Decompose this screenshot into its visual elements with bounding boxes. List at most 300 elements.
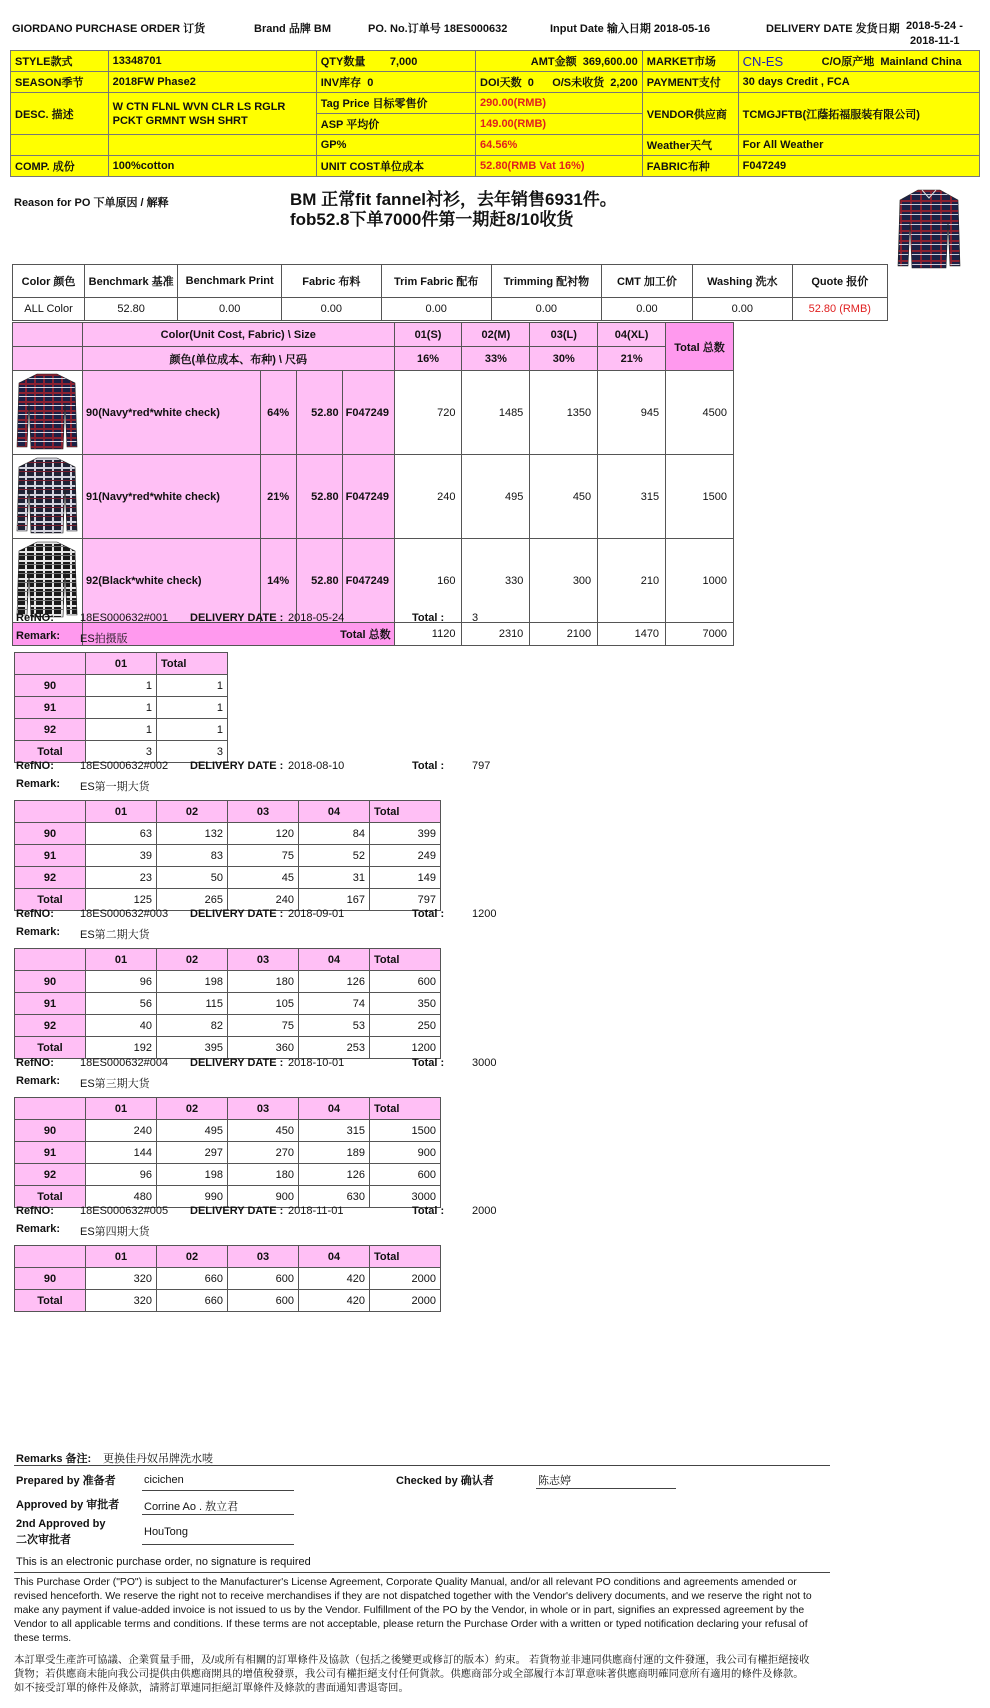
benchmark-header-cell: Quote 报价: [792, 265, 887, 298]
ref-total-value: 3000: [472, 1057, 497, 1069]
size-col-header: 01: [86, 1246, 157, 1268]
ref-total-label: Total :: [412, 908, 445, 920]
delivery-date-value: 2018-10-01: [288, 1057, 345, 1069]
ref-qty-table: [14, 1097, 441, 1208]
unit-cost-value: 52.80(RMB Vat 16%): [476, 156, 643, 177]
checked-label: Checked by 确认者: [396, 1475, 494, 1487]
ref-qty-table: [14, 800, 441, 911]
empty-cell: [15, 653, 86, 675]
qty-value: 167: [299, 889, 370, 911]
size-col-header: 03: [228, 1246, 299, 1268]
size-qty: 210: [598, 539, 666, 623]
qty-cell: QTY数量 7,000: [316, 51, 475, 72]
color-name: 90(Navy*red*white check): [82, 371, 260, 455]
ref-qty-row: [15, 675, 228, 697]
delivery-date-value: 2018-5-24 -: [906, 20, 963, 32]
remark-value: ES第三期大货: [80, 1078, 150, 1090]
size-ratio: 16%: [394, 347, 462, 371]
asp-label: ASP 平均价: [316, 114, 475, 135]
benchmark-value-cell: 0.00: [282, 298, 382, 321]
row-label: 90: [15, 823, 86, 845]
ref-qty-row: [15, 971, 441, 993]
total-col-header: Total: [370, 1098, 441, 1120]
benchmark-header-cell: Fabric 布料: [282, 265, 382, 298]
empty-cell: [15, 801, 86, 823]
co-cell: C/O原产地 Mainland China: [818, 51, 980, 72]
color-name: 91(Navy*red*white check): [82, 455, 260, 539]
approved-label: Approved by 审批者: [16, 1499, 120, 1511]
row-total-value: 2000: [370, 1290, 441, 1312]
qty-value: 96: [86, 971, 157, 993]
size-col-header: 01: [86, 1098, 157, 1120]
qty-value: 198: [157, 971, 228, 993]
benchmark-value-cell: 52.80 (RMB): [792, 298, 887, 321]
qty-value: 56: [86, 993, 157, 1015]
legal-text-en: This Purchase Order ("PO") is subject to the Manufacturer's License Agreement, Corporate Quality Manual, and/or all relevant PO conditions and agreements amended or revised henceforth. We reserve the right not to receive merchandises if they are not dispatched together with the Vendor's delivery documents, and we reserve the right not to make any payment if value-added invoice is not issued to us by the Vendor. Fulfillment of the PO by the Vendor, in whole or in part, signifies an expressed agreement by the Vendor to all applicable terms and conditions. If these terms are not acceptable, please return the Purchase Order with a written or typed notification declaring your refusal of these terms.: [14, 1577, 812, 1644]
size-qty: 330: [462, 539, 530, 623]
qty-value: 320: [86, 1290, 157, 1312]
size-col-header: 03: [228, 801, 299, 823]
row-total-value: 2000: [370, 1268, 441, 1290]
qty-value: 180: [228, 971, 299, 993]
approved2-value: HouTong: [144, 1526, 189, 1538]
grand-total-label: Total 总数: [82, 623, 394, 646]
size-ratio: 30%: [530, 347, 598, 371]
weather-label: Weather天气: [642, 135, 738, 156]
ref-qty-row: [15, 1015, 441, 1037]
season-value: 2018FW Phase2: [108, 72, 316, 93]
row-label: 91: [15, 845, 86, 867]
row-label: 92: [15, 1015, 86, 1037]
electronic-note: This is an electronic purchase order, no signature is required: [16, 1556, 311, 1568]
qty-value: 660: [157, 1268, 228, 1290]
benchmark-header-row: [13, 265, 888, 298]
row-label: 90: [15, 675, 86, 697]
tag-price-label: Tag Price 目标零售价: [316, 93, 475, 114]
qty-value: 297: [157, 1142, 228, 1164]
qty-value: 40: [86, 1015, 157, 1037]
color-cost: 52.80: [296, 371, 342, 455]
row-total-value: 399: [370, 823, 441, 845]
refno-label: RefNO:: [16, 612, 54, 624]
qty-value: 23: [86, 867, 157, 889]
qty-value: 395: [157, 1037, 228, 1059]
size-total: 2100: [530, 623, 598, 646]
size-qty: 945: [598, 371, 666, 455]
delivery-date-label: DELIVERY DATE :: [190, 760, 284, 772]
row-total-value: 600: [370, 1164, 441, 1186]
prepared-value: cicichen: [144, 1474, 184, 1486]
prepared-label: Prepared by 准备者: [16, 1475, 116, 1487]
qty-value: 53: [299, 1015, 370, 1037]
ref-total-label: Total :: [412, 612, 445, 624]
size-qty: 1485: [462, 371, 530, 455]
ref-header: [14, 908, 534, 941]
style-label: STYLE款式: [11, 51, 109, 72]
size-col-header: 02: [157, 949, 228, 971]
reason-text: BM 正常fit fannel衬衫，去年销售6931件。 fob52.8下单7000件第一期赶8/10收货: [290, 190, 617, 229]
row-label: Total: [15, 1290, 86, 1312]
qty-value: 189: [299, 1142, 370, 1164]
benchmark-header-cell: Trim Fabric 配布: [381, 265, 491, 298]
row-total-value: 900: [370, 1142, 441, 1164]
row-label: 92: [15, 1164, 86, 1186]
color-size-header-cn: 颜色(单位成本、布种) \ 尺码: [82, 347, 394, 371]
row-total-value: 600: [370, 971, 441, 993]
benchmark-value-cell: 0.00: [381, 298, 491, 321]
refno-value: 18ES000632#004: [80, 1057, 169, 1069]
remark-value: ES第四期大货: [80, 1226, 150, 1238]
qty-value: 83: [157, 845, 228, 867]
ref-qty-row: [15, 719, 228, 741]
color-size-table: [12, 322, 734, 646]
ref-qty-table: [14, 652, 228, 763]
benchmark-value-cell: 0.00: [178, 298, 282, 321]
benchmark-value-cell: ALL Color: [13, 298, 85, 321]
unit-cost-label: UNIT COST单位成本: [316, 156, 475, 177]
color-name: 92(Black*white check): [82, 539, 260, 623]
shirt-swatch-image: [13, 455, 83, 539]
qty-value: 63: [86, 823, 157, 845]
total-col-header: Total: [370, 949, 441, 971]
size-qty: 315: [598, 455, 666, 539]
delivery-date-label: DELIVERY DATE :: [190, 612, 284, 624]
delivery-date-value: 2018-05-24: [288, 612, 345, 624]
qty-value: 115: [157, 993, 228, 1015]
row-label: 92: [15, 719, 86, 741]
size-ratio: 21%: [598, 347, 666, 371]
payment-label: PAYMENT支付: [642, 72, 738, 93]
benchmark-value-cell: 0.00: [693, 298, 793, 321]
ref-total-value: 2000: [472, 1205, 497, 1217]
approved-value: Corrine Ao . 敖立君: [144, 1501, 239, 1513]
doi-os-cell: DOI天数 0 O/S未收货 2,200: [476, 72, 643, 93]
size-qty: 240: [394, 455, 462, 539]
remark-label: Remark:: [16, 926, 61, 938]
qty-value: 3: [86, 741, 157, 763]
qty-value: 144: [86, 1142, 157, 1164]
benchmark-header-cell: Benchmark 基准: [85, 265, 178, 298]
empty-cell: [13, 323, 83, 347]
size-header: 01(S): [394, 323, 462, 347]
ref-header: [14, 1057, 534, 1090]
divider: [14, 1572, 830, 1573]
delivery-date-label: DELIVERY DATE :: [190, 908, 284, 920]
asp-value: 149.00(RMB): [476, 114, 643, 135]
qty-value: 360: [228, 1037, 299, 1059]
refno-label: RefNO:: [16, 908, 54, 920]
remark-label: Remark:: [16, 1223, 61, 1235]
ref-qty-table: [14, 1245, 441, 1312]
qty-value: 450: [228, 1120, 299, 1142]
row-label: Total: [15, 1037, 86, 1059]
gp-label: GP%: [316, 135, 475, 156]
color-fabric: F047249: [342, 455, 394, 539]
qty-value: 630: [299, 1186, 370, 1208]
qty-value: 420: [299, 1268, 370, 1290]
row-total-value: 797: [370, 889, 441, 911]
ref-qty-row: [15, 823, 441, 845]
size-qty: 450: [530, 455, 598, 539]
ref-total-value: 797: [472, 760, 491, 772]
signature-line: [142, 1490, 294, 1491]
style-value: 13348701: [108, 51, 316, 72]
size-qty: 495: [462, 455, 530, 539]
qty-value: 900: [228, 1186, 299, 1208]
remark-value: ES第一期大货: [80, 781, 150, 793]
qty-value: 480: [86, 1186, 157, 1208]
qty-value: 192: [86, 1037, 157, 1059]
size-col-header: 01: [86, 949, 157, 971]
qty-value: 265: [157, 889, 228, 911]
ref-qty-row: [15, 867, 441, 889]
po-info-grid: [10, 50, 980, 177]
total-col-header: Total: [370, 1246, 441, 1268]
shirt-swatch-image: [13, 539, 83, 623]
ref-qty-row: [15, 845, 441, 867]
ref-qty-row: [15, 993, 441, 1015]
row-total-value: 1: [157, 697, 228, 719]
benchmark-header-cell: Color 颜色: [13, 265, 85, 298]
row-total-value: 1500: [370, 1120, 441, 1142]
qty-value: 75: [228, 1015, 299, 1037]
row-total-value: 1: [157, 675, 228, 697]
refno-value: 18ES000632#005: [80, 1205, 169, 1217]
size-col-header: 04: [299, 949, 370, 971]
remark-label: Remark:: [16, 778, 61, 790]
remarks-value: 更换佳丹奴吊牌洗水唛: [103, 1453, 213, 1465]
color-size-header: Color(Unit Cost, Fabric) \ Size: [82, 323, 394, 347]
ref-qty-row: [15, 1164, 441, 1186]
inv-cell: INV库存 0: [316, 72, 475, 93]
qty-value: 600: [228, 1290, 299, 1312]
benchmark-value-cell: 52.80: [85, 298, 178, 321]
row-label: 90: [15, 971, 86, 993]
payment-value: 30 days Credit , FCA: [738, 72, 979, 93]
fabric-label: FABRIC布种: [642, 156, 738, 177]
qty-value: 50: [157, 867, 228, 889]
size-col-header: 01: [86, 801, 157, 823]
weather-value: For All Weather: [738, 135, 979, 156]
refno-label: RefNO:: [16, 760, 54, 772]
size-total: 2310: [462, 623, 530, 646]
ref-header: [14, 760, 534, 793]
qty-value: 198: [157, 1164, 228, 1186]
color-cost: 52.80: [296, 539, 342, 623]
qty-value: 420: [299, 1290, 370, 1312]
benchmark-value-cell: 0.00: [601, 298, 692, 321]
size-col-header: 01: [86, 653, 157, 675]
qty-value: 270: [228, 1142, 299, 1164]
refno-value: 18ES000632#001: [80, 612, 169, 624]
market-label: MARKET市场: [642, 51, 738, 72]
empty-cell: [108, 135, 316, 156]
po-header: [12, 20, 978, 47]
size-qty: 160: [394, 539, 462, 623]
qty-value: 52: [299, 845, 370, 867]
size-qty: 300: [530, 539, 598, 623]
color-fabric: F047249: [342, 539, 394, 623]
color-row: [13, 539, 734, 623]
ref-qty-row: [15, 1120, 441, 1142]
approved2-label-cn: 二次审批者: [16, 1534, 71, 1546]
benchmark-header-cell: Trimming 配衬物: [491, 265, 601, 298]
color-pct: 14%: [260, 539, 296, 623]
comp-value: 100%cotton: [108, 156, 316, 177]
qty-value: 240: [86, 1120, 157, 1142]
delivery-date-value-2: 2018-11-1: [910, 35, 960, 47]
total-header: Total 总数: [666, 323, 734, 371]
grand-total: 7000: [666, 623, 734, 646]
ref-total-label: Total :: [412, 1057, 445, 1069]
brand: Brand 品牌 BM: [254, 23, 331, 35]
refno-label: RefNO:: [16, 1057, 54, 1069]
row-label: 90: [15, 1120, 86, 1142]
color-row: [13, 455, 734, 539]
qty-value: 39: [86, 845, 157, 867]
qty-value: 1: [86, 675, 157, 697]
size-col-header: 04: [299, 1098, 370, 1120]
delivery-date-label: DELIVERY DATE :: [190, 1205, 284, 1217]
row-label: Total: [15, 741, 86, 763]
ref-header: [14, 1205, 534, 1238]
qty-value: 180: [228, 1164, 299, 1186]
qty-value: 84: [299, 823, 370, 845]
fabric-value: F047249: [738, 156, 979, 177]
size-total: 1470: [598, 623, 666, 646]
benchmark-value-row: [13, 298, 888, 321]
refno-value: 18ES000632#002: [80, 760, 169, 772]
ref-qty-row: [15, 1290, 441, 1312]
remark-label: Remark:: [16, 1075, 61, 1087]
qty-value: 105: [228, 993, 299, 1015]
size-header: 04(XL): [598, 323, 666, 347]
checked-value: 陈志婷: [538, 1475, 571, 1487]
ref-total-value: 1200: [472, 908, 497, 920]
gp-value: 64.56%: [476, 135, 643, 156]
ref-qty-row: [15, 1142, 441, 1164]
delivery-date-value: 2018-09-01: [288, 908, 345, 920]
ref-qty-row: [15, 697, 228, 719]
row-total-value: 3000: [370, 1186, 441, 1208]
comp-label: COMP. 成份: [11, 156, 109, 177]
size-col-header: 04: [299, 1246, 370, 1268]
size-col-header: 04: [299, 801, 370, 823]
qty-value: 253: [299, 1037, 370, 1059]
qty-value: 126: [299, 971, 370, 993]
ref-qty-table: [14, 948, 441, 1059]
ref-qty-row: [15, 1037, 441, 1059]
qty-value: 96: [86, 1164, 157, 1186]
qty-value: 660: [157, 1290, 228, 1312]
empty-cell: [13, 347, 83, 371]
refno-label: RefNO:: [16, 1205, 54, 1217]
row-label: Total: [15, 889, 86, 911]
divider: [14, 1465, 830, 1466]
legal-text-cn: 本訂單受生產許可協議、企業質量手冊，及/或所有相關的訂單條件及協款（包括之後變更或修訂的版本）約束。 若貨物並非連同供應商付運的文件發運，我公司有權拒絕接收貨物；若供應商未能向我公司提供由供應商開具的增值稅發票，我公司有權拒絕支付任何貨款。供應商部分或全部履行本訂單意味著供應商明確同意所有適用的條件及條款。如不接受訂單的條件及條款，請將訂單連同拒絕訂單條件及條款的書面通知書退寄回。: [14, 1655, 810, 1694]
size-col-header: 02: [157, 1098, 228, 1120]
row-total-value: 1200: [370, 1037, 441, 1059]
qty-value: 120: [228, 823, 299, 845]
row-total-value: 3: [157, 741, 228, 763]
tag-price-value: 290.00(RMB): [476, 93, 643, 114]
empty-cell: [15, 1098, 86, 1120]
benchmark-value-cell: 0.00: [491, 298, 601, 321]
reason-label: Reason for PO 下单原因 / 解释: [14, 197, 169, 209]
amt-cell: AMT金额 369,600.00: [476, 51, 643, 72]
row-total-value: 250: [370, 1015, 441, 1037]
color-cost: 52.80: [296, 455, 342, 539]
remark-value: ES第二期大货: [80, 929, 150, 941]
color-pct: 64%: [260, 371, 296, 455]
input-date: Input Date 输入日期 2018-05-16: [550, 23, 711, 35]
benchmark-header-cell: Washing 洗水: [693, 265, 793, 298]
row-total-value: 350: [370, 993, 441, 1015]
size-header: 03(L): [530, 323, 598, 347]
row-label: Total: [15, 1186, 86, 1208]
size-col-header: 03: [228, 949, 299, 971]
desc-label: DESC. 描述: [11, 93, 109, 135]
ref-qty-row: [15, 1268, 441, 1290]
color-pct: 21%: [260, 455, 296, 539]
size-col-header: 03: [228, 1098, 299, 1120]
delivery-date-label: DELIVERY DATE 发货日期: [766, 23, 900, 35]
total-col-header: Total: [370, 801, 441, 823]
row-label: 91: [15, 697, 86, 719]
qty-value: 125: [86, 889, 157, 911]
remarks-label: Remarks 备注:: [16, 1453, 92, 1465]
color-row: [13, 371, 734, 455]
qty-value: 240: [228, 889, 299, 911]
size-col-header: 02: [157, 1246, 228, 1268]
qty-value: 600: [228, 1268, 299, 1290]
market-value: CN-ES: [738, 51, 818, 72]
season-label: SEASON季节: [11, 72, 109, 93]
size-ratio: 33%: [462, 347, 530, 371]
size-header: 02(M): [462, 323, 530, 347]
qty-value: 74: [299, 993, 370, 1015]
benchmark-header-cell: Benchmark Print: [178, 265, 282, 298]
row-label: 91: [15, 1142, 86, 1164]
benchmark-table: [12, 264, 888, 321]
qty-value: 1: [86, 719, 157, 741]
qty-value: 126: [299, 1164, 370, 1186]
benchmark-header-cell: CMT 加工价: [601, 265, 692, 298]
ref-total-value: 3: [472, 612, 479, 624]
row-total: 1000: [666, 539, 734, 623]
qty-value: 31: [299, 867, 370, 889]
po-number: PO. No.订单号 18ES000632: [368, 23, 508, 35]
row-total: 1500: [666, 455, 734, 539]
size-col-header: 02: [157, 801, 228, 823]
row-label: 90: [15, 1268, 86, 1290]
row-total-value: 249: [370, 845, 441, 867]
row-label: 92: [15, 867, 86, 889]
qty-value: 75: [228, 845, 299, 867]
vendor-value: TCMGJFTB(江蔭拓福服装有限公司): [738, 93, 979, 135]
vendor-label: VENDOR供应商: [642, 93, 738, 135]
signature-line: [142, 1544, 294, 1545]
row-total: 4500: [666, 371, 734, 455]
empty-cell: [15, 949, 86, 971]
qty-value: 132: [157, 823, 228, 845]
qty-value: 320: [86, 1268, 157, 1290]
remark-label: Remark:: [16, 630, 61, 642]
ref-total-label: Total :: [412, 760, 445, 772]
ref-total-label: Total :: [412, 1205, 445, 1217]
qty-value: 990: [157, 1186, 228, 1208]
size-qty: 1350: [530, 371, 598, 455]
